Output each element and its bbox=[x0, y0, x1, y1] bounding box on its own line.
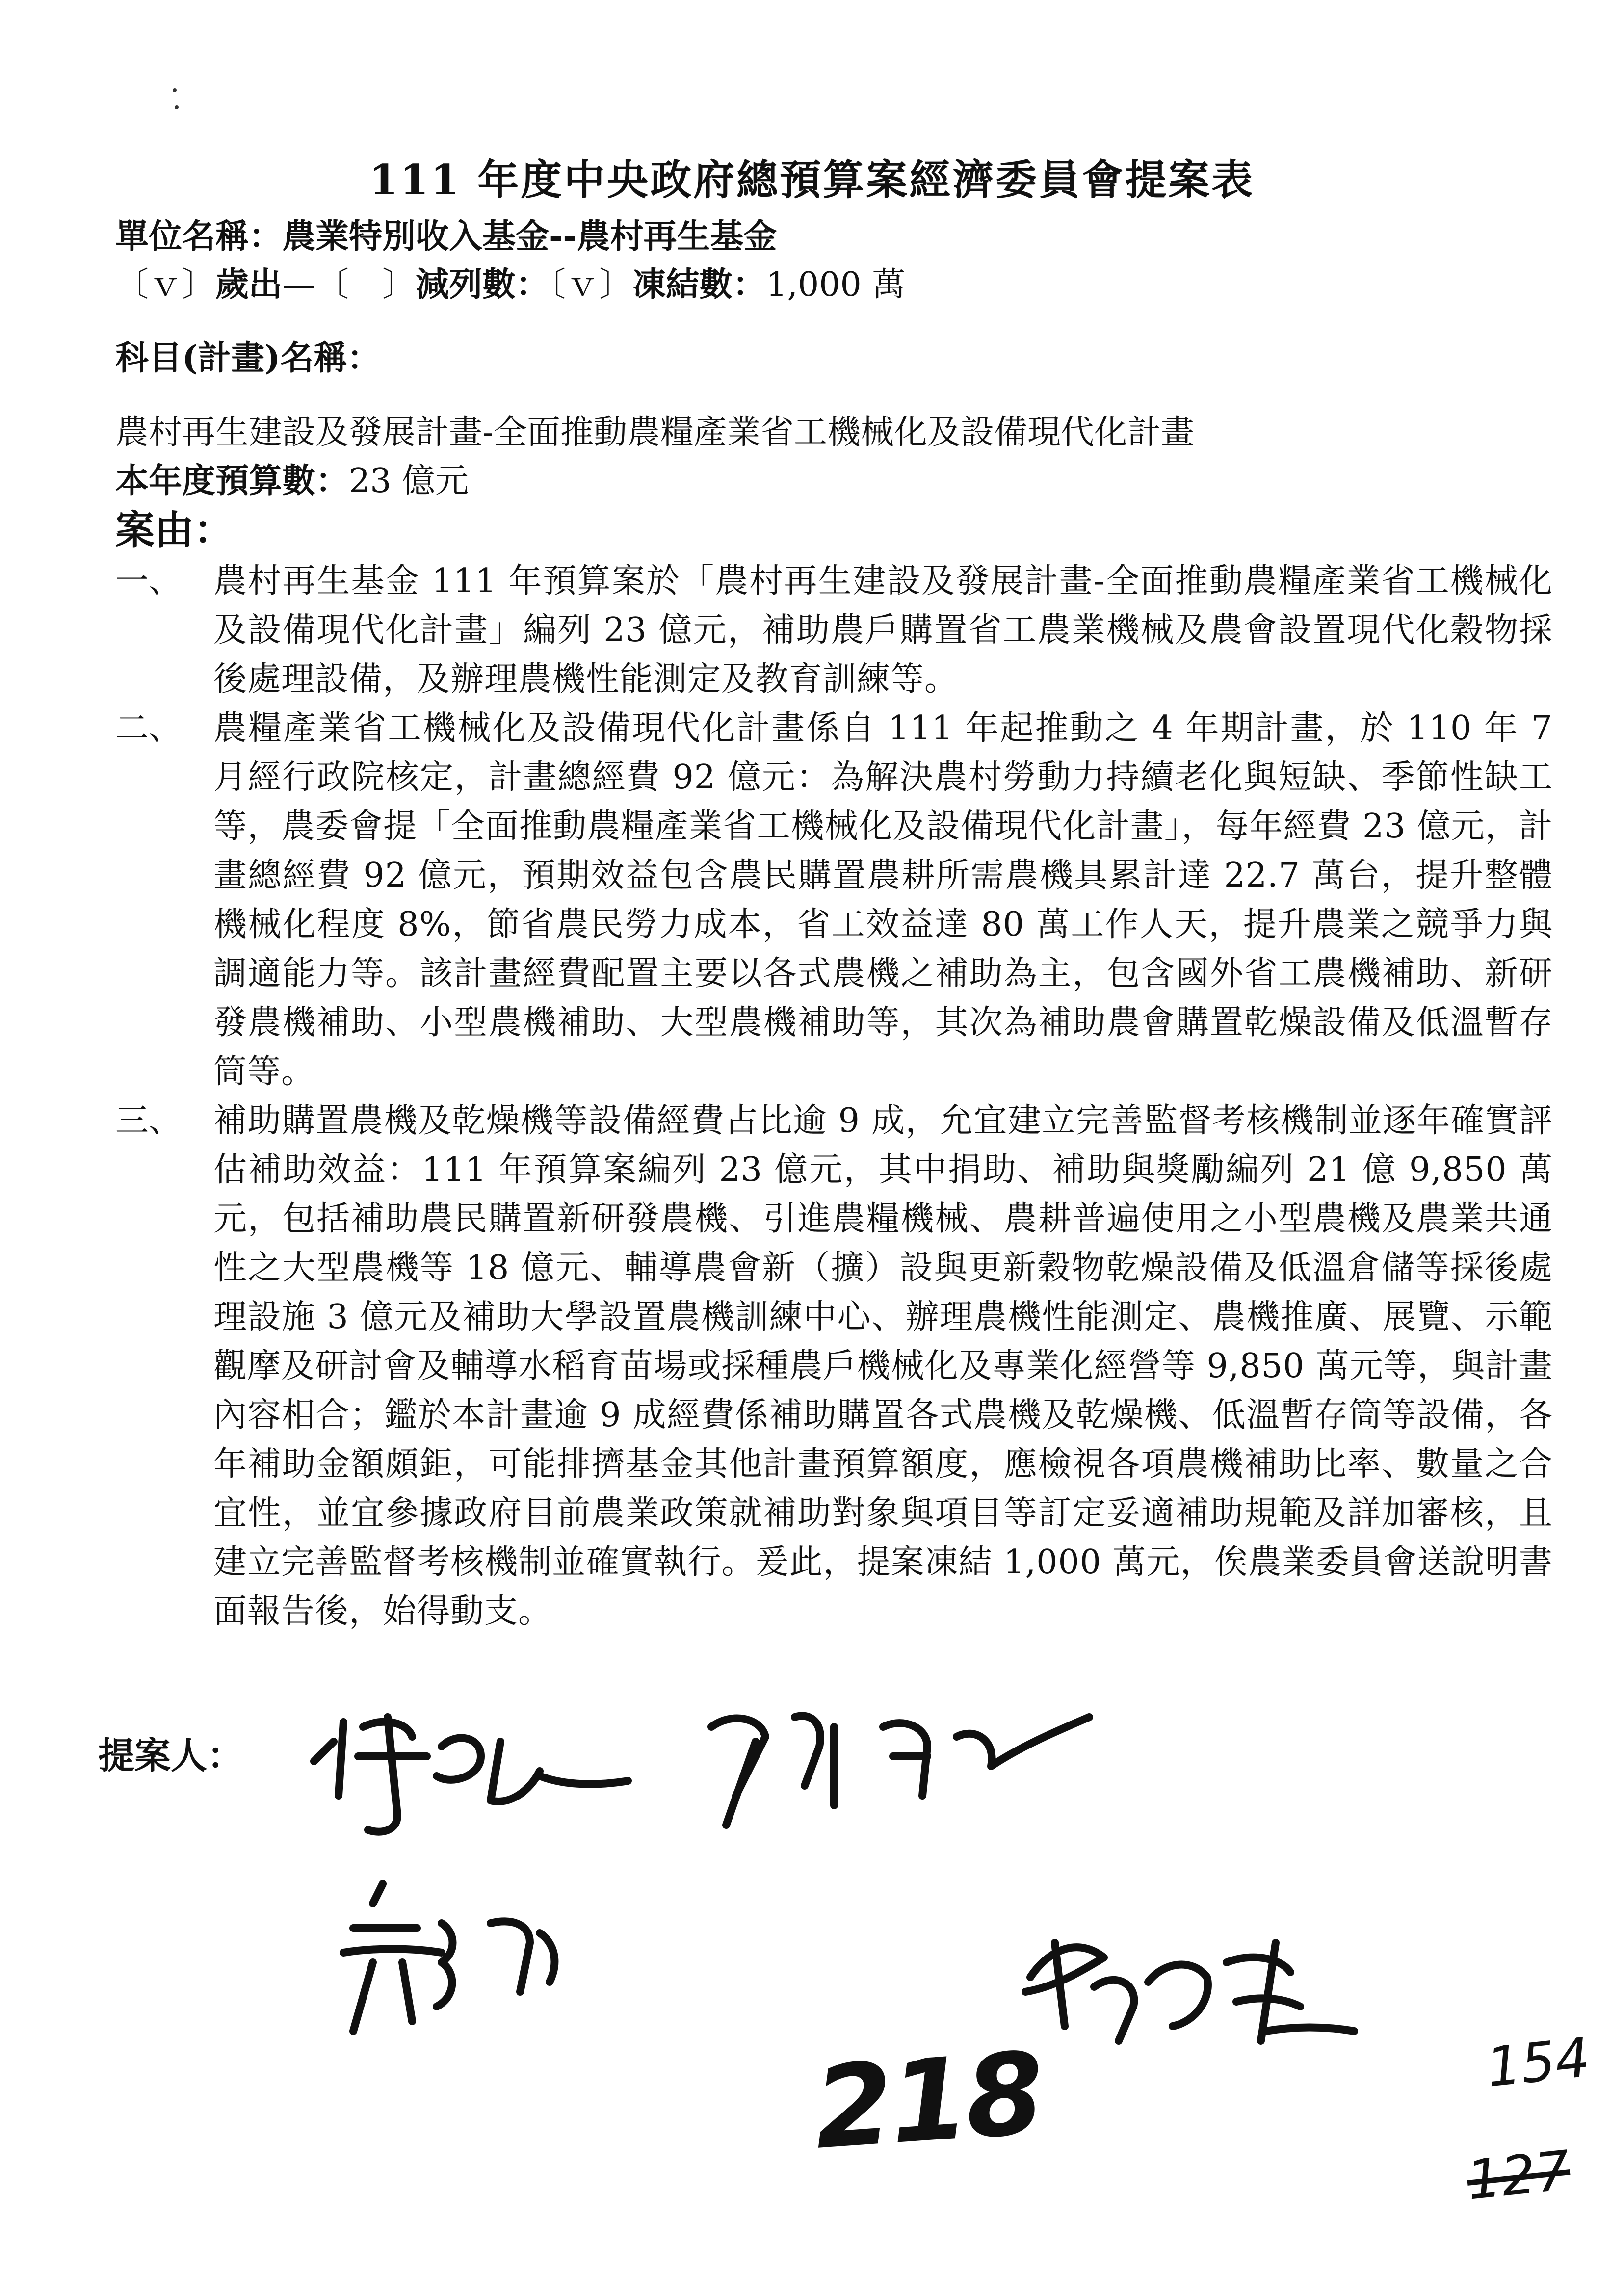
item-number: 三、 bbox=[115, 1101, 183, 1140]
subject-value: 農村再生建設及發展計畫-全面推動農糧產業省工機械化及設備現代化計畫 bbox=[115, 413, 1194, 452]
freeze-check: 〔ｖ〕 bbox=[549, 265, 633, 304]
item-text: 農村再生基金 111 年預算案於「農村再生建設及發展計畫-全面推動農糧產業省工機械化及設備現代化計畫」編列 23 億元，補助農戶購置省工農業機械及農會設置現代化穀物採後處理設備，及辦理農機性能測定及教育訓練等。 bbox=[213, 562, 1553, 699]
freeze-amount: 1,000 萬 bbox=[766, 265, 906, 304]
page-number-new: 154 bbox=[1483, 2026, 1593, 2099]
signature-2 bbox=[711, 1716, 1089, 1826]
budget-value: 23 億元 bbox=[349, 462, 469, 500]
signature-1 bbox=[314, 1717, 628, 1832]
unit-name-label: 單位名稱： bbox=[115, 217, 283, 256]
unit-name-value: 農業特別收入基金--農村再生基金 bbox=[282, 217, 777, 256]
reduction-label: 減列數： bbox=[416, 265, 550, 304]
freeze-label: 凍結數： bbox=[632, 265, 766, 304]
signature-3 bbox=[343, 1884, 554, 2031]
stamp-number: 218 bbox=[810, 2028, 1046, 2175]
type-dash: — bbox=[282, 265, 316, 304]
page-title: 111 年度中央政府總預算案經濟委員會提案表 bbox=[369, 156, 1255, 204]
item-number: 一、 bbox=[115, 562, 183, 600]
item-text: 補助購置農機及乾燥機等設備經費占比逾 9 成，允宜建立完善監督考核機制並逐年確實評估補助效益：111 年預算案編列 23 億元，其中捐助、補助與獎勵編列 21 億 9,850 萬元，包括補助農民購置新研發農機、引進農糧機械、農耕普遍使用之小型農機及農業共通性之大型農機等 18 億元、輔導農會新（擴）設與更新穀物乾燥設備及低溫倉儲等採後處理設施 3 億元及補助大學設置農機訓練中心、辦理農機性能測定、農機推廣、展覽、示範觀摩及研討會及輔導水稻育苗場或採種農戶機械化及專業化經營等 9,850 萬元等，與計畫內容相合；鑑於本計畫逾 9 成經費係補助購置各式農機及乾燥機、低溫暫存筒等設備，各年補助金額頗鉅，可能排擠基金其他計畫預算額度，應檢視各項農機補助比率、數量之合宜性，並宜參據政府目前農業政策就補助對象與項目等訂定妥適補助規範及詳加審核，且建立完善監督考核機制並確實執行。爰此，提案凍結 1,000 萬元，俟農業委員會送說明書面報告後，始得動支。 bbox=[213, 1101, 1553, 1631]
expenditure-check: 〔ｖ〕 bbox=[115, 265, 216, 304]
signature-4 bbox=[1025, 1943, 1354, 2041]
item-text: 農糧產業省工機械化及設備現代化計畫係自 111 年起推動之 4 年期計畫，於 110 年 7 月經行政院核定，計畫總經費 92 億元：為解決農村勞動力持續老化與短缺、季節性缺工等，農委會提「全面推動農糧產業省工機械化及設備現代化計畫」，每年經費 23 億元，計畫總經費 92 億元，預期效益包含農民購置農耕所需農機具累計達 22.7 萬台，提升整體機械化程度 8%，節省農民勞力成本，省工效益達 80 萬工作人天，提升農業之競爭力與調適能力等。該計畫經費配置主要以各式農機之補助為主，包含國外省工農機補助、新研發農機補助、小型農機補助、大型農機補助等，其次為補助農會購置乾燥設備及低溫暫存筒等。 bbox=[213, 709, 1553, 1091]
proposer-label: 提案人： bbox=[98, 1735, 243, 1777]
page-number-old: 127 bbox=[1464, 2139, 1573, 2212]
budget-label: 本年度預算數： bbox=[115, 461, 349, 500]
subject-label: 科目(計畫)名稱： bbox=[115, 339, 381, 378]
reason-heading: 案由： bbox=[115, 507, 233, 553]
expenditure-label: 歲出 bbox=[215, 265, 283, 304]
item-number: 二、 bbox=[115, 709, 183, 748]
reduction-check: 〔 〕 bbox=[315, 265, 416, 304]
